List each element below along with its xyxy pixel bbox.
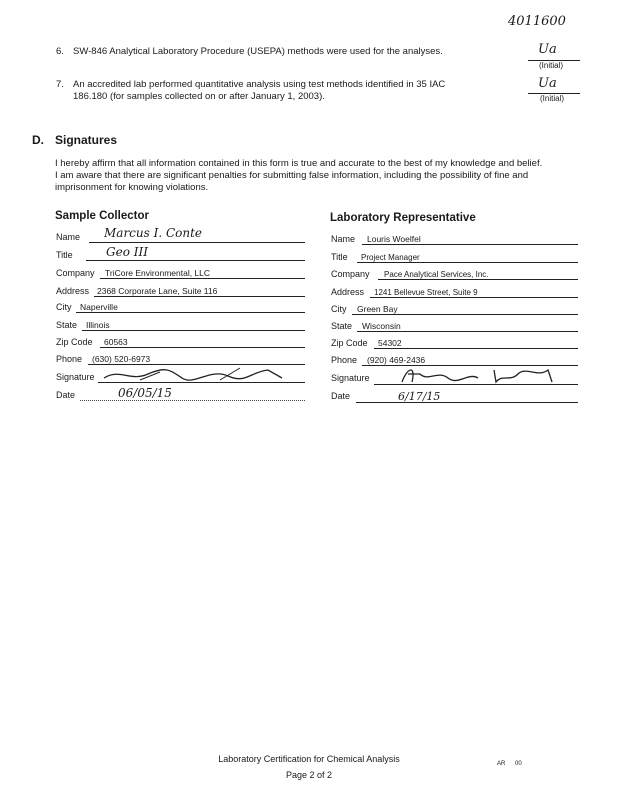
collector-city-value: Naperville [80, 302, 118, 312]
lab-title-value: Project Manager [361, 253, 420, 262]
lab-heading: Laboratory Representative [330, 212, 476, 224]
lab-signature-label: Signature [331, 373, 370, 383]
lab-state-line [357, 331, 578, 332]
item-6-number: 6. [56, 46, 64, 57]
collector-date-label: Date [56, 390, 76, 400]
collector-zip-value: 60563 [104, 337, 128, 347]
lab-name-label: Name [331, 234, 356, 244]
collector-state-line [82, 330, 305, 331]
lab-name-line [362, 244, 578, 245]
section-letter: D. [32, 133, 44, 147]
item-7-number: 7. [56, 79, 64, 90]
footer-page-number: Page 2 of 2 [285, 770, 333, 780]
lab-title-label: Title [331, 252, 348, 262]
collector-date-value: 06/05/15 [118, 386, 172, 400]
collector-address-line [94, 296, 305, 297]
lab-company-line [378, 279, 578, 280]
collector-zip-line [100, 347, 305, 348]
section-title: Signatures [55, 133, 118, 147]
collector-title-line [86, 260, 305, 261]
collector-name-label: Name [56, 232, 81, 242]
item-7-initial-label: (Initial) [540, 94, 565, 103]
collector-city-label: City [56, 302, 72, 312]
collector-company-line [100, 278, 305, 279]
lab-company-value: Pace Analytical Services, Inc. [384, 270, 489, 279]
collector-name-line [89, 242, 305, 243]
lab-phone-label: Phone [331, 355, 358, 365]
collector-phone-label: Phone [56, 354, 83, 364]
item-7-text-line2: 186.180 (for samples collected on or after January 1, 2003). [73, 91, 325, 102]
affirm-line-3: imprisonment for knowing violations. [55, 182, 209, 193]
lab-city-label: City [331, 304, 347, 314]
collector-signature-label: Signature [56, 372, 95, 382]
collector-name-value: Marcus I. Conte [104, 226, 203, 240]
document-number: 4011600 [508, 14, 566, 29]
collector-city-line [76, 312, 305, 313]
initial-mark-6: Ua [538, 42, 557, 57]
lab-date-label: Date [331, 391, 351, 401]
lab-company-label: Company [331, 269, 370, 279]
initial-mark-7: Ua [538, 76, 557, 91]
collector-company-value: TriCore Environmental, LLC [105, 268, 211, 278]
lab-city-line [352, 314, 578, 315]
lab-title-line [357, 262, 578, 263]
affirm-line-2: I am aware that there are significant penalties for submitting false information, including the possibility of fine and [55, 170, 529, 181]
lab-state-label: State [331, 321, 353, 331]
item-6-initial-label: (Initial) [539, 61, 564, 70]
collector-address-value: 2368 Corporate Lane, Suite 116 [97, 286, 218, 296]
footer-title: Laboratory Certification for Chemical Analysis [218, 754, 400, 764]
lab-zip-value: 54302 [378, 338, 402, 348]
collector-company-label: Company [56, 268, 95, 278]
footer-code-b: 00 [515, 761, 522, 767]
collector-zip-label: Zip Code [56, 337, 93, 347]
lab-date-line [356, 402, 578, 403]
lab-zip-label: Zip Code [331, 338, 368, 348]
lab-zip-line [374, 348, 578, 349]
affirm-line-1: I hereby affirm that all information contained in this form is true and accurate to the best of my knowledge and belief. [55, 158, 543, 169]
lab-signature-line [374, 384, 578, 385]
collector-title-label: Title [56, 250, 73, 260]
lab-date-value: 6/17/15 [398, 390, 441, 403]
collector-signature-line [98, 382, 305, 383]
item-6-text: SW-846 Analytical Laboratory Procedure (USEPA) methods were used for the analyses. [73, 46, 443, 57]
collector-heading: Sample Collector [55, 210, 149, 222]
lab-city-value: Green Bay [357, 304, 398, 314]
lab-phone-value: (920) 469-2436 [367, 355, 426, 365]
lab-name-value: Louris Woelfel [367, 234, 421, 244]
collector-date-line [80, 400, 305, 401]
collector-state-label: State [56, 320, 78, 330]
lab-address-label: Address [331, 287, 365, 297]
collector-state-value: Illinois [86, 320, 110, 330]
collector-address-label: Address [56, 286, 90, 296]
lab-address-line [370, 297, 578, 298]
collector-phone-value: (630) 520-6973 [92, 354, 151, 364]
lab-state-value: Wisconsin [362, 321, 401, 331]
item-7-text-line1: An accredited lab performed quantitative analysis using test methods identified in 35 IAC [73, 79, 446, 90]
collector-title-value: Geo III [106, 245, 148, 259]
footer-code-a: AR [497, 761, 506, 767]
lab-address-value: 1241 Bellevue Street, Suite 9 [374, 288, 478, 297]
